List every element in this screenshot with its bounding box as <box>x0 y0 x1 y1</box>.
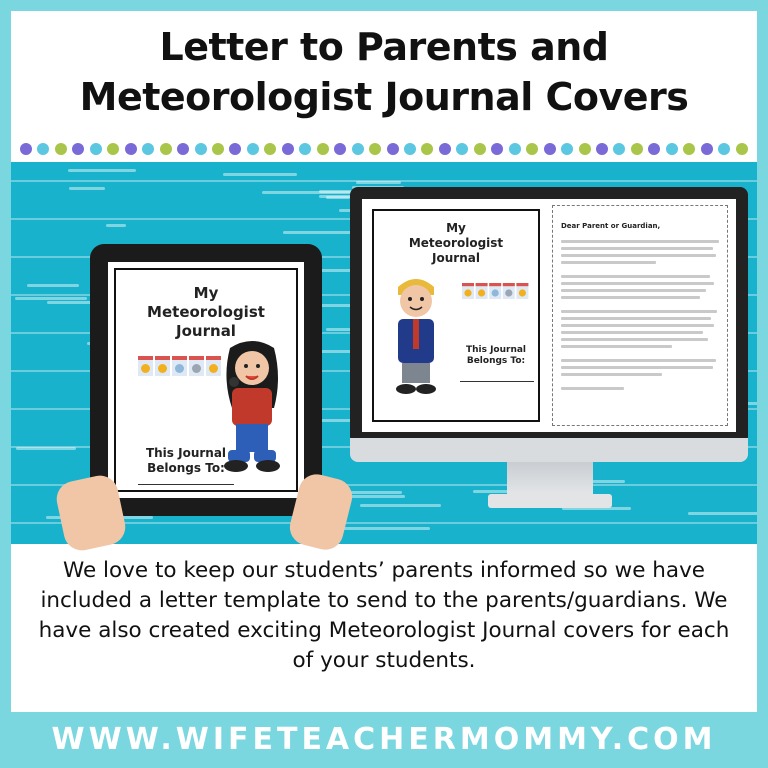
decorative-dot <box>20 143 32 155</box>
letter-greeting: Dear Parent or Guardian, <box>561 222 661 230</box>
decorative-dot <box>142 143 154 155</box>
letter-body <box>561 240 719 394</box>
decorative-dot <box>55 143 67 155</box>
letter-text-line <box>561 373 662 376</box>
decorative-dot <box>456 143 468 155</box>
cover-title-line-3: Journal <box>432 251 480 265</box>
letter-text-line <box>561 387 624 390</box>
decorative-dot <box>561 143 573 155</box>
decorative-dot <box>264 143 276 155</box>
letter-text-line <box>561 345 672 348</box>
decorative-dot <box>579 143 591 155</box>
letter-text-line <box>561 317 711 320</box>
decorative-dot <box>72 143 84 155</box>
letter-text-line <box>561 289 706 292</box>
decorative-dot <box>736 143 748 155</box>
monitor-stand <box>507 462 593 498</box>
belongs-line-2: Belongs To: <box>466 356 526 366</box>
parent-letter-page <box>552 205 728 426</box>
title-line-2: Meteorologist Journal Covers <box>79 75 689 119</box>
decorative-dot <box>352 143 364 155</box>
name-line <box>138 484 234 485</box>
cover-title-line-3: Journal <box>176 322 236 340</box>
page-title <box>11 22 757 122</box>
cover-title-line-2: Meteorologist <box>408 236 504 250</box>
decorative-dot <box>526 143 538 155</box>
cover-title-line-2: Meteorologist <box>147 303 265 321</box>
weather-icons-strip <box>138 356 221 376</box>
journal-cover-tablet <box>114 268 298 492</box>
letter-text-line <box>561 324 714 327</box>
wood-grain <box>16 447 76 450</box>
decorative-dot <box>282 143 294 155</box>
letter-text-line <box>561 261 656 264</box>
decorative-dot <box>387 143 399 155</box>
belongs-line-2: Belongs To: <box>147 461 225 475</box>
belongs-to-label <box>136 446 236 476</box>
decorative-dot <box>212 143 224 155</box>
decorative-dot <box>613 143 625 155</box>
monitor-base <box>488 494 612 508</box>
decorative-dot <box>125 143 137 155</box>
decorative-dot <box>317 143 329 155</box>
wood-grain <box>69 187 105 190</box>
decorative-dot <box>491 143 503 155</box>
decorative-dot <box>666 143 678 155</box>
letter-text-line <box>561 331 703 334</box>
decorative-dot <box>177 143 189 155</box>
decorative-dot <box>160 143 172 155</box>
letter-text-line <box>561 254 716 257</box>
decorative-dot <box>474 143 486 155</box>
wood-grain <box>360 504 441 507</box>
decorative-dot <box>718 143 730 155</box>
footer-url[interactable]: WWW.WIFETEACHERMOMMY.COM <box>51 722 717 757</box>
title-line-1: Letter to Parents and <box>159 25 609 69</box>
belongs-line-1: This Journal <box>145 446 227 460</box>
decorative-dot <box>90 143 102 155</box>
weather-icons-strip <box>462 283 528 299</box>
letter-text-line <box>561 338 708 341</box>
decorative-dot <box>701 143 713 155</box>
decorative-dots <box>20 142 748 156</box>
decorative-dot <box>648 143 660 155</box>
decorative-dot <box>107 143 119 155</box>
letter-text-line <box>561 282 714 285</box>
decorative-dot <box>683 143 695 155</box>
decorative-dot <box>544 143 556 155</box>
cover-title-line-1: My <box>193 284 219 302</box>
description-text: We love to keep our students’ parents informed so we have included a letter template to send to the parents/guardians. We have also created exciting Meteorologist Journal covers for each of your students. <box>38 558 730 673</box>
wood-grain <box>356 181 401 184</box>
tablet-device <box>90 244 322 516</box>
wood-grain <box>68 169 136 172</box>
decorative-dot <box>229 143 241 155</box>
wood-grain <box>223 173 297 176</box>
decorative-dot <box>509 143 521 155</box>
decorative-dot <box>299 143 311 155</box>
decorative-dot <box>421 143 433 155</box>
letter-text-line <box>561 275 710 278</box>
wood-grain <box>688 512 757 515</box>
cover-title-line-1: My <box>446 221 466 235</box>
wood-grain <box>331 527 430 530</box>
desktop-monitor <box>350 187 748 444</box>
decorative-dot <box>369 143 381 155</box>
tablet-screen <box>108 262 304 498</box>
decorative-dot <box>195 143 207 155</box>
wood-grain <box>15 297 87 300</box>
decorative-dot <box>439 143 451 155</box>
name-line <box>460 381 534 382</box>
wood-grain <box>106 224 126 227</box>
wood-grain <box>592 480 625 483</box>
cover-title <box>374 221 538 266</box>
letter-text-line <box>561 296 700 299</box>
letter-text-line <box>561 366 713 369</box>
decorative-dot <box>37 143 49 155</box>
wood-grain <box>27 284 79 287</box>
decorative-dot <box>404 143 416 155</box>
meteorologist-boy-illustration <box>384 269 448 399</box>
letter-text-line <box>561 240 719 243</box>
decorative-dot <box>334 143 346 155</box>
cover-title <box>116 284 296 341</box>
letter-text-line <box>561 247 713 250</box>
monitor-chin <box>350 438 748 462</box>
monitor-screen <box>362 199 736 432</box>
journal-cover-monitor <box>368 205 544 426</box>
decorative-dot <box>631 143 643 155</box>
belongs-line-1: This Journal <box>465 345 527 355</box>
letter-text-line <box>561 310 717 313</box>
decorative-dot <box>596 143 608 155</box>
letter-text-line <box>561 359 716 362</box>
decorative-dot <box>247 143 259 155</box>
belongs-to-label <box>454 345 538 367</box>
